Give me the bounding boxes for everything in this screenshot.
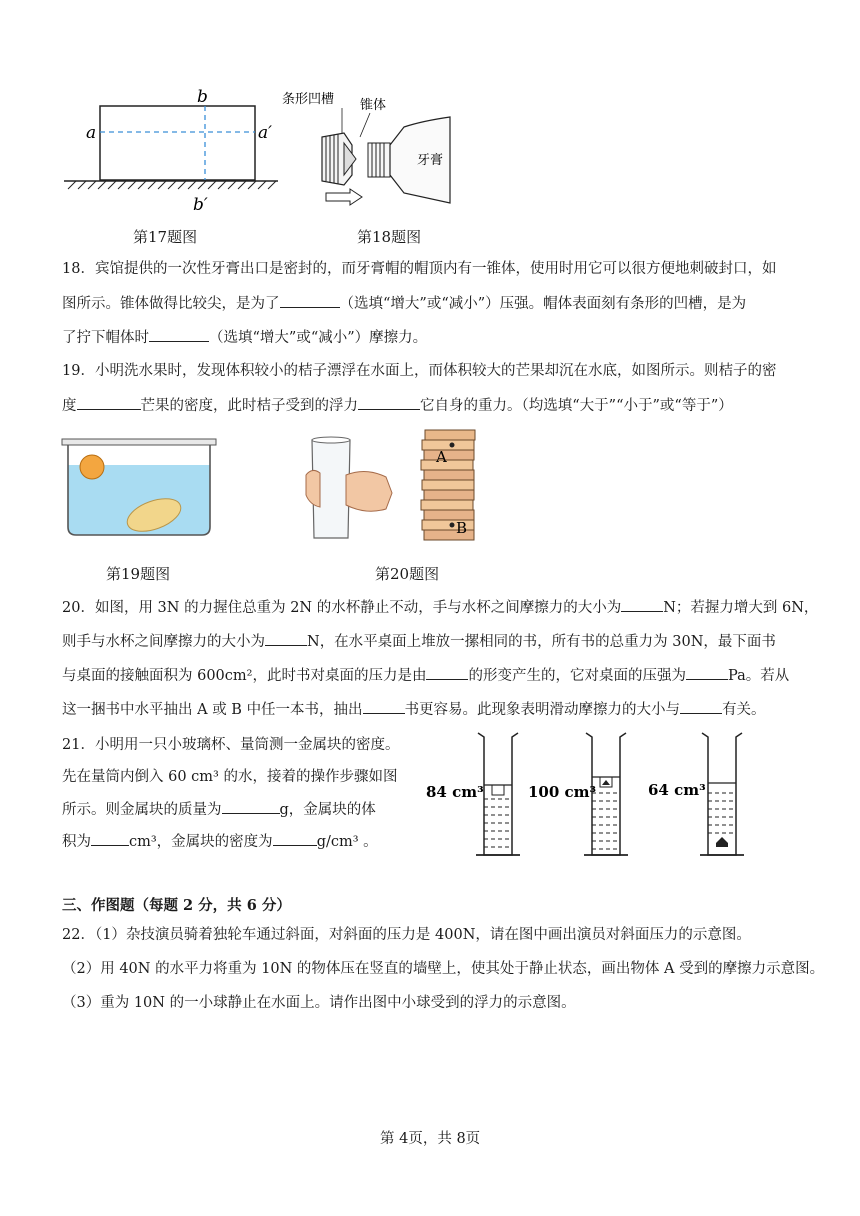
q18-line2: 图所示。锥体做得比较尖，是为了 （选填“增大”或“减小”）压强。帽体表面刻有条形的凹槽，是为 (62, 293, 807, 314)
q21-line1: 21．小明用一只小玻璃杯、量筒测一金属块的密度。 (62, 737, 400, 753)
glass-and-hand (306, 437, 392, 538)
cap-body (322, 133, 356, 185)
figure-21 (420, 727, 760, 862)
label-toothpaste: 牙膏 (417, 153, 444, 168)
ground-hatch (68, 181, 276, 189)
reading-64: 64 cm³ (648, 781, 706, 799)
block (100, 106, 255, 180)
tube-neck (368, 143, 390, 177)
label-B: B (456, 519, 468, 537)
caption-fig18: 第18题图 (357, 228, 422, 246)
q20-line3: 与桌面的接触面积为 600cm²，此时书对桌面的压力是由 的形变产生的，它对桌面的压强为 Pa。若从 (62, 665, 807, 686)
q22-line2: （2）用 40N 的水平力将重为 10N 的物体压在竖直的墙壁上，使其处于静止状态，画出物体 A 受到的摩擦力示意图。 (62, 961, 825, 977)
label-b: b (197, 87, 208, 107)
q20-line4: 这一捆书中水平抽出 A 或 B 中任一本书，抽出 书更容易。此现象表明滑动摩擦力的大小与 有关。 (62, 699, 807, 720)
figure-17 (60, 82, 290, 217)
reading-100: 100 cm³ (528, 783, 597, 801)
tank-rim (62, 439, 216, 445)
q20-line2: 则手与水杯之间摩擦力的大小为 N，在水平桌面上堆放一摞相同的书，所有书的总重力为 30N，最下面书 (62, 631, 807, 652)
caption-fig20: 第20题图 (375, 565, 440, 583)
q21-line4: 积为 cm³，金属块的密度为 g/cm³ 。 (62, 831, 422, 852)
q21-line2: 先在量筒内倒入 60 cm³ 的水，接着的操作步骤如图 (62, 769, 398, 785)
label-groove: 条形凹槽 (282, 92, 335, 107)
cylinder-3 (700, 733, 744, 855)
caption-fig17: 第17题图 (133, 228, 198, 246)
caption-fig19: 第19题图 (106, 565, 171, 583)
reading-84: 84 cm³ (426, 783, 484, 801)
orange (80, 455, 104, 479)
section-3-title: 三、作图题（每题 2 分，共 6 分） (62, 897, 291, 914)
page-footer: 第 4页，共 8页 (380, 1131, 481, 1147)
q22-line1: 22．（1）杂技演员骑着独轮车通过斜面，对斜面的压力是 400N，请在图中画出演员对斜面压力的示意图。 (62, 927, 751, 943)
q22-line3: （3）重为 10N 的一小球静止在水面上。请作出图中小球受到的浮力的示意图。 (62, 995, 576, 1011)
q21-line3: 所示。则金属块的质量为 g，金属块的体 (62, 799, 422, 820)
label-b-prime: b′ (193, 195, 208, 215)
label-A: A (436, 448, 447, 466)
q20-line1: 20．如图，用 3N 的力握住总重为 2N 的水杯静止不动，手与水杯之间摩擦力的大小为 N；若握力增大到 6N， (62, 597, 807, 618)
q19-line2: 度 芒果的密度，此时桔子受到的浮力 它自身的重力。（均选填“大于”“小于”或“等于”） (62, 395, 807, 416)
arrow-right (326, 189, 362, 205)
label-a-prime: a′ (258, 123, 272, 143)
q18-line3: 了拧下帽体时 （选填“增大”或“减小”）摩擦力。 (62, 327, 807, 348)
figure-19 (60, 435, 220, 545)
label-cone: 锥体 (360, 98, 387, 113)
label-a: a (86, 123, 97, 143)
q18-line1: 18．宾馆提供的一次性牙膏出口是密封的，而牙膏帽的帽顶内有一锥体，使用时用它可以很方便地刺破封口，如 (62, 261, 777, 277)
figure-18 (282, 85, 452, 215)
q19-line1: 19．小明洗水果时，发现体积较小的桔子漂浮在水面上，而体积较大的芒果却沉在水底，如图所示。则桔子的密 (62, 363, 777, 379)
figure-20 (300, 425, 490, 550)
